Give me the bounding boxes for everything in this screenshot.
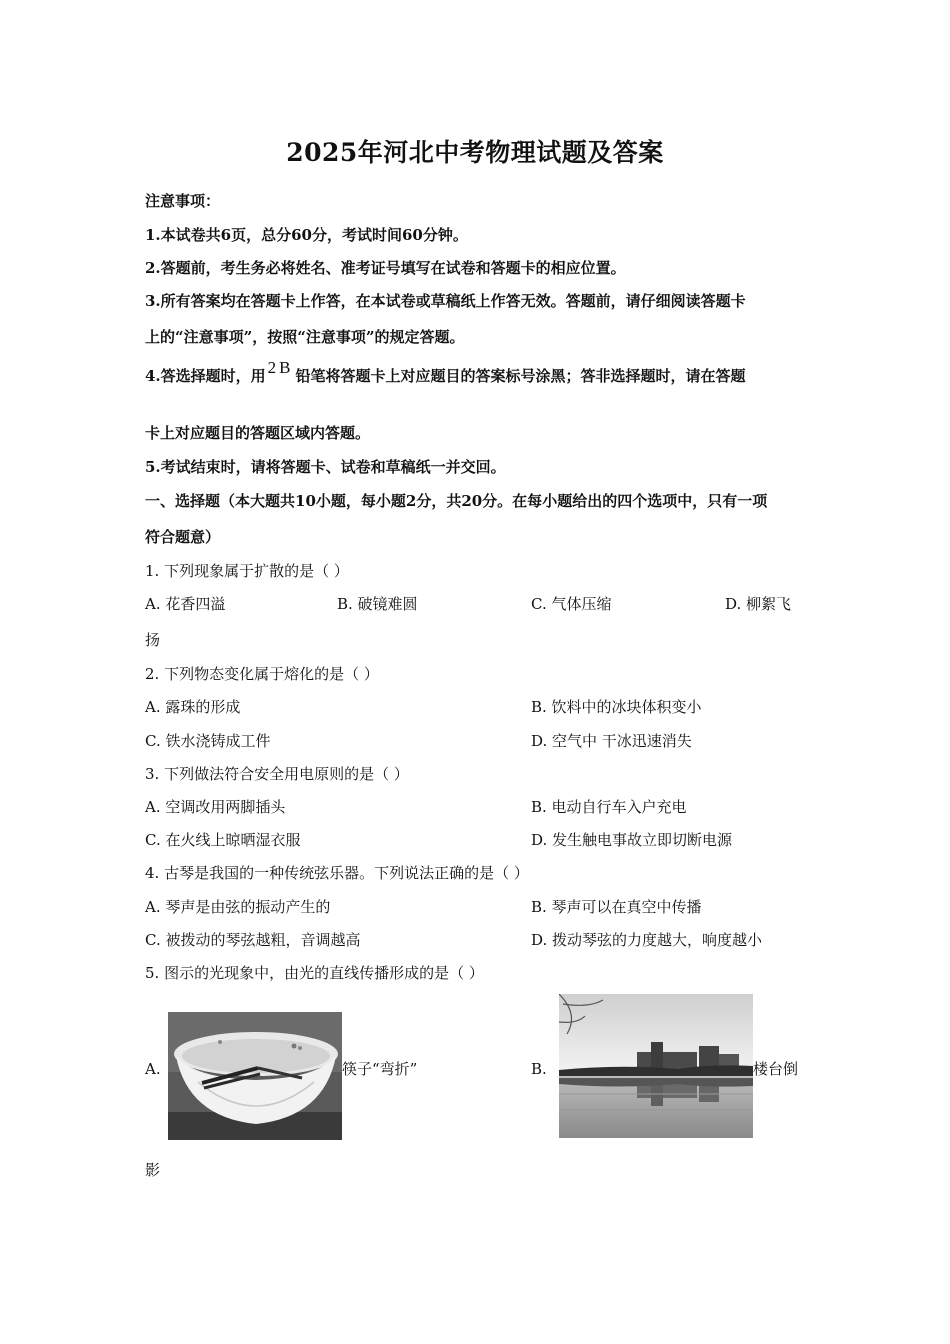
notice-item-1: 1.本试卷共6页，总分60分，考试时间60分钟。 xyxy=(145,226,468,244)
notice-item-5: 5.考试结束时，请将答题卡、试卷和草稿纸一并交回。 xyxy=(145,458,506,476)
question-2-option-c: C. 铁水浇铸成工件 xyxy=(145,732,271,750)
question-3-option-d: D. 发生触电事故立即切断电源 xyxy=(531,831,733,849)
building-reflection-image xyxy=(559,994,753,1138)
question-4-option-a: A. 琴声是由弦的振动产生的 xyxy=(145,898,331,916)
question-2-option-b: B. 饮料中的冰块体积变小 xyxy=(531,698,702,716)
question-5-stem: 5. 图示的光现象中，由光的直线传播形成的是（ ） xyxy=(145,964,484,982)
question-5-option-b-wrap: 影 xyxy=(145,1161,161,1179)
question-4-option-c: C. 被拨动的琴弦越粗，音调越高 xyxy=(145,931,361,949)
question-2-option-d: D. 空气中 干冰迅速消失 xyxy=(531,732,692,750)
question-2-option-a: A. 露珠的形成 xyxy=(145,698,241,716)
question-3-option-a: A. 空调改用两脚插头 xyxy=(145,798,286,816)
notice-item-4-pre: 4.答选择题时，用 xyxy=(145,367,266,385)
section-heading-line-1: 一、选择题（本大题共10小题，每小题2分，共20分。在每小题给出的四个选项中，只有一项 xyxy=(145,492,768,510)
question-4-stem: 4. 古琴是我国的一种传统弦乐器。下列说法正确的是（ ） xyxy=(145,864,529,882)
question-1-option-a: A. 花香四溢 xyxy=(145,595,226,613)
question-2-stem: 2. 下列物态变化属于熔化的是（ ） xyxy=(145,665,379,683)
building-reflection-photo xyxy=(559,994,753,1138)
question-5-option-a-text: 筷子“弯折” xyxy=(342,1060,418,1078)
question-5-option-b-label: B. xyxy=(531,1060,547,1078)
notice-item-3-line-2: 上的“注意事项”，按照“注意事项”的规定答题。 xyxy=(145,328,465,346)
bowl-chopsticks-image xyxy=(168,1012,342,1140)
notice-item-4-line-2: 卡上对应题目的答题区域内答题。 xyxy=(145,424,371,442)
notice-item-3-line-1: 3.所有答案均在答题卡上作答，在本试卷或草稿纸上作答无效。答题前，请仔细阅读答题卡 xyxy=(145,292,746,310)
question-3-stem: 3. 下列做法符合安全用电原则的是（ ） xyxy=(145,765,409,783)
notice-item-2: 2.答题前，考生务必将姓名、准考证号填写在试卷和答题卡的相应位置。 xyxy=(145,259,626,277)
notice-item-4-line-1 xyxy=(145,358,746,386)
bowl-chopsticks-photo xyxy=(168,1012,342,1140)
page-title: 2025年河北中考物理试题及答案 xyxy=(286,138,664,167)
question-1-option-d-wrap: 扬 xyxy=(145,631,161,649)
question-4-option-d: D. 拨动琴弦的力度越大，响度越小 xyxy=(531,931,763,949)
question-5-option-a-label: A. xyxy=(145,1060,161,1078)
notice-heading: 注意事项： xyxy=(145,192,221,210)
question-4-option-b: B. 琴声可以在真空中传播 xyxy=(531,898,702,916)
section-heading-line-2: 符合题意） xyxy=(145,528,221,546)
question-5-option-b-text: 楼台倒 xyxy=(753,1060,799,1078)
question-3-option-c: C. 在火线上晾晒湿衣服 xyxy=(145,831,301,849)
question-1-option-c: C. 气体压缩 xyxy=(531,595,612,613)
notice-item-4-post: 铅笔将答题卡上对应题目的答案标号涂黑；答非选择题时，请在答题 xyxy=(295,367,746,385)
question-1-stem: 1. 下列现象属于扩散的是（ ） xyxy=(145,562,349,580)
pencil-grade: 2B xyxy=(267,358,294,377)
question-3-option-b: B. 电动自行车入户充电 xyxy=(531,798,687,816)
question-1-option-d: D. 柳絮飞 xyxy=(725,595,792,613)
question-1-option-b: B. 破镜难圆 xyxy=(337,595,418,613)
